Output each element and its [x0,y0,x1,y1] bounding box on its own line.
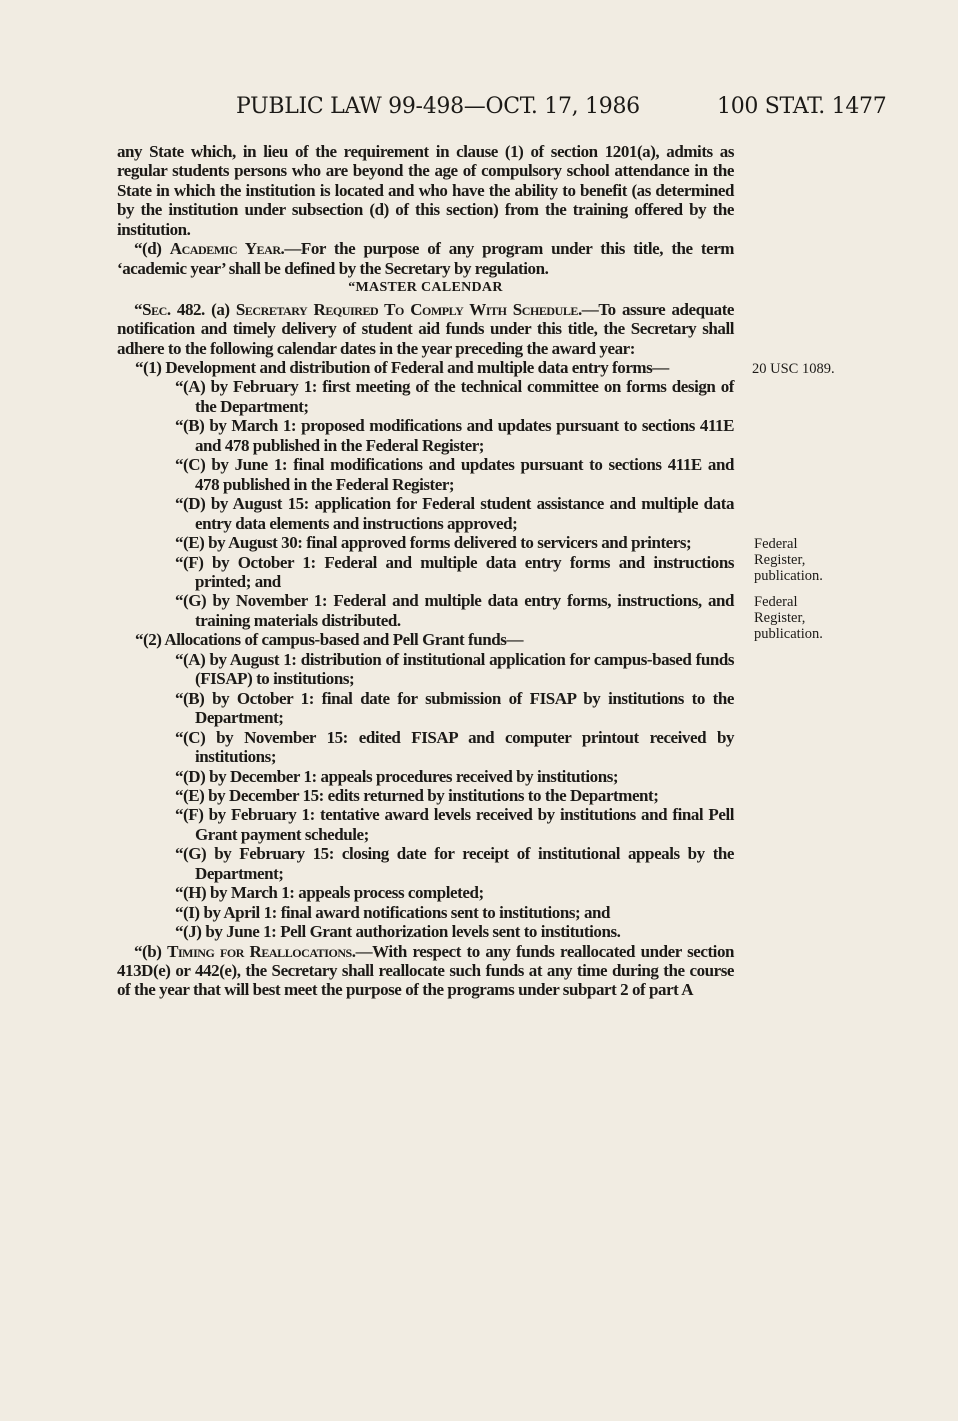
clause-2-E: “(E) by December 15: edits returned by institutions to the Department; [175,785,659,805]
margin-note-federal-register-1: Federal Register, publication. [754,536,823,584]
subsection-b: “(b) Timing for Reallocations.—With respect to any funds reallocated under section 413D(e) or 442(e), the Secretary shall reallocate such funds at any time during the course of the year that will best meet the purpose of the programs under subpart 2 of part A [117,941,734,1000]
clause-2-A: “(A) by August 1: distribution of institutional application for campus-based funds (FISAP) to institutions; [175,649,734,689]
clause-1-D: “(D) by August 15: application for Federal student assistance and multiple data entry data elements and instructions approved; [175,494,734,533]
clause-2-F: “(F) by February 1: tentative award levels received by institutions and final Pell Grant payment schedule; [175,805,734,844]
section-482-a-heading: Secretary Required To Comply With Schedule. [235,299,582,319]
running-header-page: 100 STAT. 1477 [717,94,887,119]
clause-1-C: “(C) by June 1: final modifications and updates pursuant to sections 411E and 478 published in the Federal Register; [175,455,734,494]
clause-1-G: “(G) by November 1: Federal and multiple data entry forms, instructions, and training materials distributed. [175,591,734,630]
clause-2-C: “(C) by November 15: edited FISAP and computer printout received by institutions; [175,727,734,767]
clause-2-D: “(D) by December 1: appeals procedures received by institutions; [175,766,619,786]
clause-2-B: “(B) by October 1: final date for submission of FISAP by institutions to the Department; [175,688,734,728]
clause-1-E: “(E) by August 30: final approved forms delivered to servicers and printers; [175,533,692,553]
margin-note-usc: 20 USC 1089. [752,361,835,377]
clause-2-G: “(G) by February 15: closing date for receipt of institutional appeals by the Department; [175,844,734,883]
clause-2-J: “(J) by June 1: Pell Grant authorization levels sent to institutions. [175,922,621,942]
paragraph-intro: any State which, in lieu of the requirement in clause (1) of section 1201(a), admits as regular students persons who are beyond the age of compulsory school attendance in the State in which the institution is located and who have the ability to benefit (as determined by the institution under subsection (d) of this section) from the training offered by the institution. [117,142,734,239]
clause-1-A: “(A) by February 1: first meeting of the technical committee on forms design of the Department; [175,377,734,416]
clause-1-B: “(B) by March 1: proposed modifications and updates pursuant to sections 411E and 478 published in the Federal Register; [175,416,734,455]
paragraph-1: “(1) Development and distribution of Federal and multiple data entry forms— [135,357,669,377]
subsection-d-heading: Academic Year. [169,239,285,259]
clause-2-H: “(H) by March 1: appeals process completed; [175,883,484,903]
section-482-a: “Sec. 482. (a) Secretary Required To Comply With Schedule.—To assure adequate notification and timely delivery of student aid funds under this title, the Secretary shall adhere to the following calendar dates in the year preceding the award year: [117,299,734,358]
subsection-b-heading: Timing for Reallocations. [167,941,356,961]
subsection-d: “(d) Academic Year.—For the purpose of any program under this title, the term ‘academic year’ shall be defined by the Secretary by regulation. [117,239,735,278]
section-heading-master-calendar: “MASTER CALENDAR [348,280,503,296]
clause-1-F: “(F) by October 1: Federal and multiple data entry forms and instructions printed; and [175,552,734,591]
clause-2-I: “(I) by April 1: final award notifications sent to institutions; and [175,902,611,922]
body-text [117,142,734,1000]
running-header-title: PUBLIC LAW 99-498—OCT. 17, 1986 [236,94,640,119]
margin-note-federal-register-2: Federal Register, publication. [754,594,823,642]
paragraph-2: “(2) Allocations of campus-based and Pell Grant funds— [135,630,523,650]
